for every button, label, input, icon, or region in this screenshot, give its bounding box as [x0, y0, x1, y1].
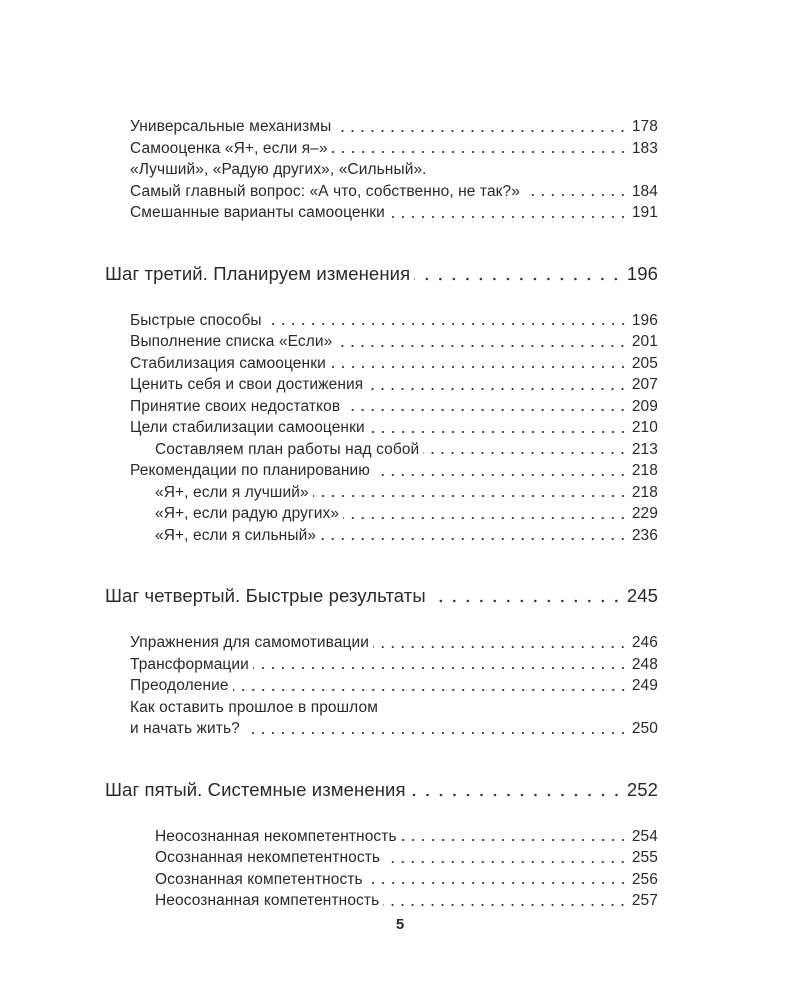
- dot-leader: [336, 344, 627, 348]
- toc-entry[interactable]: [155, 890, 658, 912]
- entry-title: Стабилизация самооценки: [130, 354, 326, 372]
- entry-title: Смешанные варианты самооценки: [130, 204, 385, 221]
- dot-leader: [244, 731, 628, 735]
- entry-page-number: 254: [631, 827, 658, 845]
- entry-title: Ценить себя и свои достижения: [130, 376, 364, 393]
- entry-title: Цели стабилизации самооценки: [130, 419, 365, 436]
- dot-leader: [414, 277, 623, 281]
- entry-page-number: 210: [631, 419, 658, 436]
- toc-entry[interactable]: [130, 310, 658, 332]
- entry-page-number: 246: [631, 634, 658, 651]
- toc-chapter-heading[interactable]: [105, 776, 658, 804]
- toc-entry[interactable]: [155, 525, 658, 547]
- table-of-contents: [0, 116, 800, 912]
- toc-entry[interactable]: [130, 632, 658, 654]
- dot-leader: [401, 838, 628, 842]
- dot-leader: [253, 666, 628, 670]
- dot-leader: [332, 150, 628, 154]
- entry-title: «Я+, если я лучший»: [155, 483, 309, 501]
- entry-title: и начать жить?: [130, 720, 240, 737]
- toc-entry[interactable]: [155, 826, 658, 848]
- entry-title: Как оставить прошлое в прошлом: [130, 698, 378, 716]
- entry-page-number: 191: [631, 204, 658, 221]
- entry-title: Самооценка «Я+, если я–»: [130, 139, 328, 157]
- dot-leader: [423, 451, 628, 455]
- toc-entry[interactable]: [130, 374, 658, 396]
- dot-leader: [374, 473, 628, 477]
- entry-page-number: 255: [631, 849, 658, 866]
- entry-page-number: 213: [631, 440, 658, 458]
- dot-leader: [369, 430, 628, 434]
- dot-leader: [383, 903, 628, 907]
- toc-section: [0, 260, 800, 547]
- dot-leader: [384, 860, 628, 864]
- entry-page-number: 201: [631, 333, 658, 350]
- dot-leader: [335, 129, 627, 133]
- toc-entry[interactable]: [130, 697, 658, 719]
- entry-title: Упражнения для самомотивации: [130, 634, 370, 651]
- toc-section: [0, 776, 800, 912]
- toc-chapter-heading[interactable]: [105, 582, 658, 610]
- entry-title: Осознанная компетентность: [155, 870, 363, 888]
- entry-page-number: 252: [626, 778, 658, 800]
- dot-leader: [389, 215, 628, 219]
- entry-page-number: 183: [631, 139, 658, 157]
- entry-title: Универсальные механизмы: [130, 118, 332, 135]
- entry-page-number: 236: [631, 526, 658, 544]
- entry-title: Шаг пятый. Системные изменения: [105, 778, 406, 800]
- entry-title: Осознанная некомпетентность: [155, 849, 381, 866]
- entry-title: Неосознанная некомпетентность: [155, 827, 397, 845]
- entry-page-number: 218: [631, 462, 658, 479]
- toc-entry[interactable]: [155, 847, 658, 869]
- toc-entry[interactable]: [130, 675, 658, 697]
- entry-page-number: 178: [631, 118, 658, 135]
- toc-entry[interactable]: [130, 417, 658, 439]
- toc-entry[interactable]: [155, 869, 658, 891]
- entry-title: Выполнение списка «Если»: [130, 333, 333, 350]
- entry-title: Самый главный вопрос: «А что, собственно, не так?»: [130, 182, 520, 200]
- toc-entry[interactable]: [130, 159, 658, 181]
- entry-page-number: 184: [631, 182, 658, 200]
- entry-page-number: 207: [631, 376, 658, 393]
- toc-chapter-heading[interactable]: [105, 260, 658, 288]
- entry-page-number: 205: [631, 354, 658, 372]
- entry-title: Быстрые способы: [130, 311, 262, 329]
- entry-title: Шаг четвертый. Быстрые результаты: [105, 585, 426, 606]
- dot-leader: [233, 688, 628, 692]
- toc-entry[interactable]: [155, 503, 658, 525]
- toc-entry[interactable]: [130, 138, 658, 160]
- toc-entry[interactable]: [130, 396, 658, 418]
- entry-title: Составляем план работы над собой: [155, 440, 420, 458]
- toc-entry[interactable]: [130, 654, 658, 676]
- dot-leader: [367, 881, 628, 885]
- entry-title: Преодоление: [130, 677, 229, 694]
- entry-page-number: 250: [631, 720, 658, 737]
- entry-page-number: 196: [631, 311, 658, 329]
- entry-title: Трансформации: [130, 655, 249, 673]
- toc-entry[interactable]: [130, 181, 658, 203]
- dot-leader: [524, 193, 628, 197]
- entry-title: Рекомендации по планированию: [130, 462, 371, 479]
- toc-entry[interactable]: [130, 202, 658, 224]
- toc-entry[interactable]: [130, 460, 658, 482]
- dot-leader: [330, 365, 628, 369]
- entry-title: «Я+, если радую других»: [155, 505, 340, 522]
- entry-page-number: 218: [631, 483, 658, 501]
- toc-entry[interactable]: [155, 482, 658, 504]
- entry-page-number: 245: [626, 585, 658, 606]
- entry-page-number: 248: [631, 655, 658, 673]
- dot-leader: [367, 387, 628, 391]
- dot-leader: [410, 793, 623, 797]
- dot-leader: [266, 322, 628, 326]
- entry-title: Неосознанная компетентность: [155, 892, 380, 909]
- dot-leader: [320, 537, 628, 541]
- toc-entry[interactable]: [130, 331, 658, 353]
- toc-entry[interactable]: [130, 353, 658, 375]
- entry-page-number: 209: [631, 397, 658, 415]
- page-number: 5: [395, 916, 405, 933]
- entry-title: «Я+, если я сильный»: [155, 526, 317, 544]
- toc-entry[interactable]: [130, 718, 658, 740]
- dot-leader: [373, 645, 628, 649]
- entry-page-number: 196: [626, 262, 658, 284]
- entry-page-number: 249: [631, 677, 658, 694]
- dot-leader: [343, 516, 628, 520]
- entry-title: Принятие своих недостатков: [130, 397, 341, 415]
- entry-title: Шаг третий. Планируем изменения: [105, 262, 411, 284]
- toc-entry[interactable]: [130, 116, 658, 138]
- dot-leader: [430, 599, 623, 603]
- toc-section: [0, 116, 800, 224]
- entry-page-number: 229: [631, 505, 658, 522]
- entry-page-number: 256: [631, 870, 658, 888]
- dot-leader: [313, 494, 628, 498]
- entry-page-number: 257: [631, 892, 658, 909]
- toc-section: [0, 582, 800, 740]
- dot-leader: [344, 408, 628, 412]
- toc-entry[interactable]: [155, 439, 658, 461]
- entry-title: «Лучший», «Радую других», «Сильный».: [130, 161, 427, 178]
